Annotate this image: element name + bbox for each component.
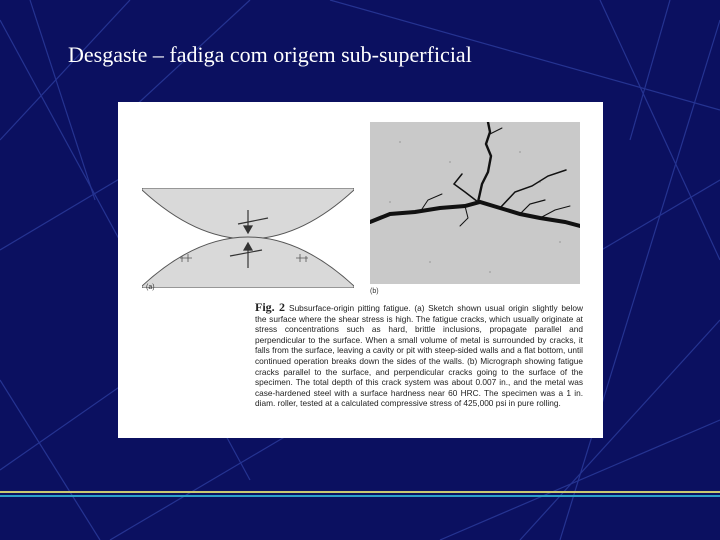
sketch-label: (a) [146, 284, 155, 291]
micrograph-label: (b) [370, 288, 379, 295]
slide-title: Desgaste – fadiga com origem sub-superficial [68, 42, 472, 67]
contact-sketch-diagram [142, 188, 354, 288]
micrograph-image [370, 122, 580, 284]
figure-panel [118, 102, 603, 438]
caption-text: Subsurface-origin pitting fatigue. (a) Sketch shown usual origin slightly below the surface where the shear stress is high. The fatigue cracks, which usually originate at stress concentrations such as hard, brittle inclusions, propagate parallel and perpendicular to the surface. When a small volume of metal is surrounded by cracks, it falls from the surface, leaving a cavity or pit with steep-sided walls and a flat bottom, until continued operation breaks down the sides of the walls. (b) Micrograph showing fatigue cracks parallel to the surface, and perpendicular cracks going to the surface of the specimen. The total depth of this crack system was about 0.007 in., and the metal was case-hardened steel with a surface hardness near 60 HRC. The specimen was a 1 in. diam. roller, tested at a calculated compressive stress of 425,000 psi in pure rolling. [255, 303, 583, 409]
figure-caption [255, 302, 583, 409]
figure-number: Fig. 2 [255, 300, 286, 314]
